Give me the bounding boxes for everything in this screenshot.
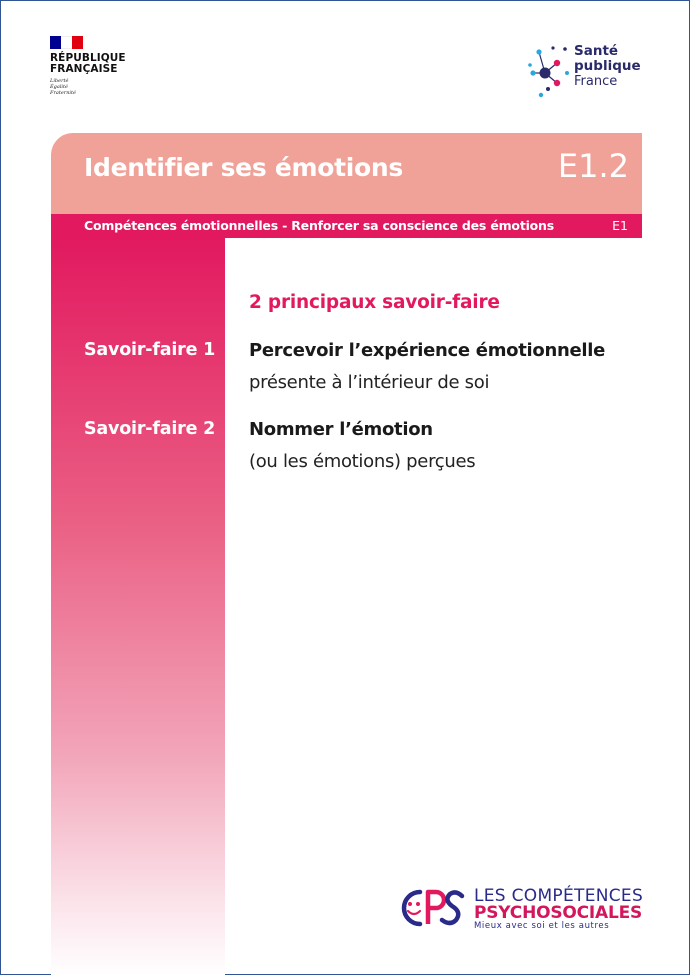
card-code: E1.2: [557, 147, 629, 185]
card-subtitle: Compétences émotionnelles - Renforcer sa conscience des émotions: [84, 218, 555, 233]
savoir-faire-1-title: Percevoir l’expérience émotionnelle: [249, 340, 606, 361]
cps-mark-icon: [396, 884, 472, 932]
republique-motto: [50, 78, 126, 96]
card-title: Identifier ses émotions: [84, 153, 403, 182]
french-flag-icon: [50, 36, 83, 49]
sante-publique-france-logo: [527, 43, 647, 103]
cps-line-3: Mieux avec soi et les autres: [474, 921, 610, 931]
savoir-faire-2-description: (ou les émotions) perçues: [249, 451, 476, 472]
savoir-faire-1-description: présente à l’intérieur de soi: [249, 372, 490, 393]
subtitle-band: [51, 214, 642, 238]
motto-liberte: Liberté: [50, 78, 69, 84]
cps-line-1: LES COMPÉTENCES: [474, 886, 644, 906]
spf-line-2: publique: [574, 58, 641, 74]
republique-name: [50, 53, 126, 75]
cps-line-2: PSYCHOSOCIALES: [474, 903, 643, 923]
section-heading: 2 principaux savoir-faire: [249, 292, 500, 313]
title-band: [51, 133, 642, 214]
motto-egalite: Égalité: [50, 84, 68, 90]
republique-francaise-logo: [50, 36, 126, 96]
molecule-icon: [527, 43, 573, 103]
savoir-faire-2-label: Savoir-faire 2: [84, 419, 216, 439]
motto-fraternite: Fraternité: [50, 90, 76, 96]
card-subtitle-code: E1: [612, 218, 628, 233]
savoir-faire-1-label: Savoir-faire 1: [84, 340, 216, 360]
spf-line-3: France: [574, 74, 618, 89]
spf-line-1: Santé: [574, 43, 619, 59]
republique-line-1: RÉPUBLIQUE: [50, 52, 126, 64]
republique-line-2: FRANÇAISE: [50, 63, 118, 75]
savoir-faire-2-title: Nommer l’émotion: [249, 419, 433, 440]
cps-logo: [396, 884, 646, 934]
